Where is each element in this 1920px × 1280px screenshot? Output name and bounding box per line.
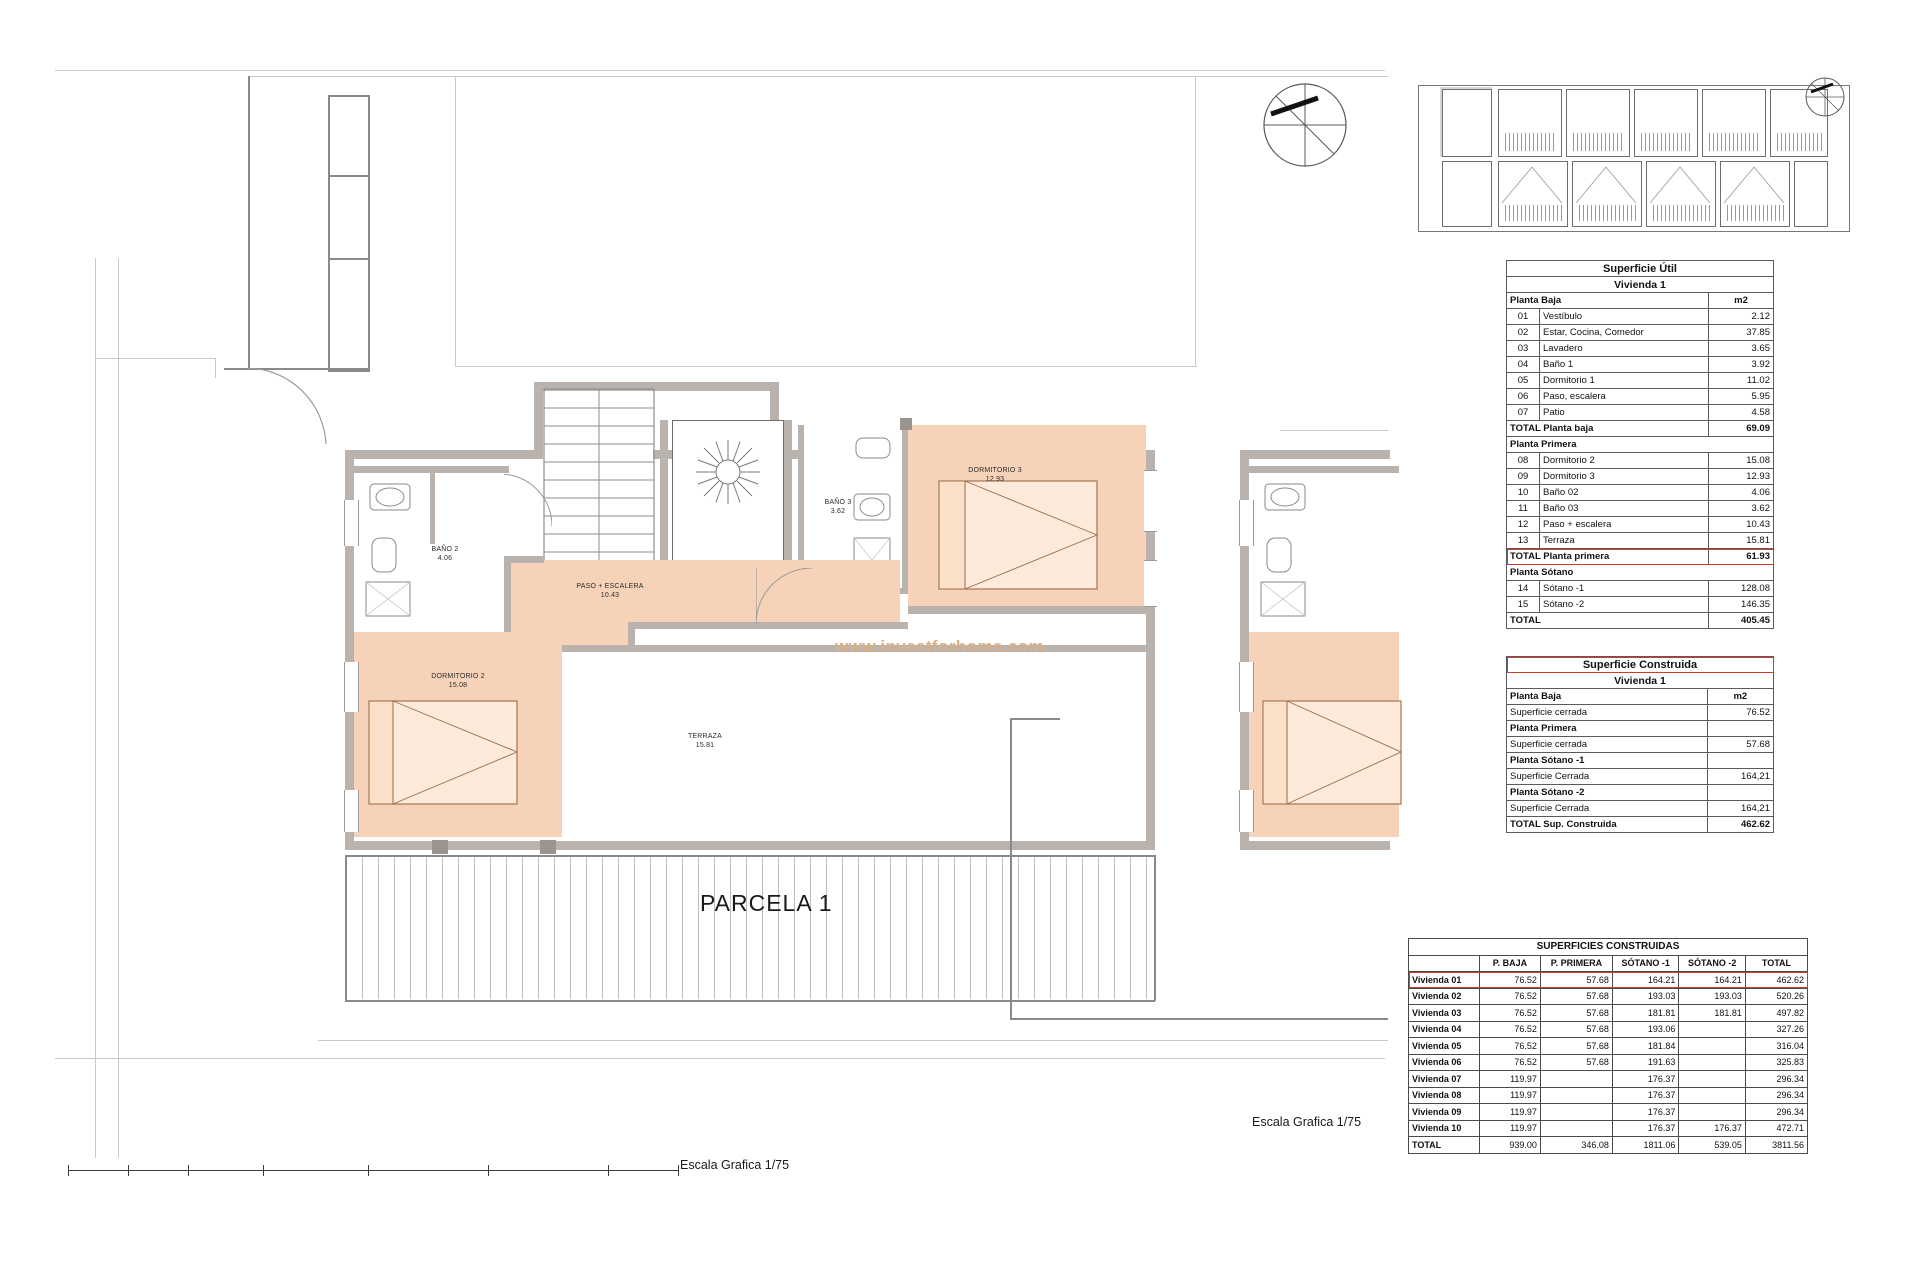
cell: 76.52: [1479, 972, 1540, 989]
surface-useful-table: [1506, 260, 1774, 629]
cell: 76.52: [1479, 1021, 1540, 1038]
cell: [1679, 1087, 1746, 1104]
table-row: [1409, 1054, 1808, 1071]
row-index: 01: [1507, 309, 1540, 325]
room-area: 3.62: [830, 508, 846, 515]
cell: 462.62: [1745, 972, 1807, 989]
neighbour-wall: [1249, 466, 1399, 473]
unit-label: Vivienda 07: [1409, 1071, 1480, 1088]
table-subtitle: Vivienda 1: [1507, 673, 1774, 689]
row-name: Terraza: [1540, 533, 1709, 549]
row-value: 2.12: [1709, 309, 1774, 325]
plot-line: [455, 76, 456, 366]
cell: 296.34: [1745, 1087, 1807, 1104]
cell: 193.06: [1612, 1021, 1679, 1038]
cell: 193.03: [1679, 988, 1746, 1005]
row-value: 3.92: [1709, 357, 1774, 373]
row-index: 04: [1507, 357, 1540, 373]
built-total-label: TOTAL Sup. Construida: [1507, 817, 1708, 833]
plot-line: [95, 358, 215, 359]
row-index: 10: [1507, 485, 1540, 501]
room-name: DORMITORIO 3: [968, 467, 1022, 474]
unit-hatch: [1502, 205, 1562, 221]
row-name: Estar, Cocina, Comedor: [1540, 325, 1709, 341]
plot-unit: [1442, 161, 1492, 227]
neighbour-outline: [1280, 430, 1388, 431]
cell: [1540, 1087, 1612, 1104]
scale-bar: [68, 1165, 678, 1175]
wall-segment: [430, 472, 435, 544]
cell: 181.81: [1612, 1005, 1679, 1022]
cell: 296.34: [1745, 1104, 1807, 1121]
surface-built-table: [1506, 656, 1774, 833]
row-index: 05: [1507, 373, 1540, 389]
plot-line: [55, 1058, 1385, 1059]
wall-nib: [432, 840, 448, 854]
row-index: 11: [1507, 501, 1540, 517]
wall-nib: [540, 840, 556, 854]
unit-label: Vivienda 03: [1409, 1005, 1480, 1022]
room-area: 15.81: [695, 742, 715, 749]
row-index: 09: [1507, 469, 1540, 485]
door-arc-icon: [756, 568, 812, 624]
row-index: 06: [1507, 389, 1540, 405]
row-name: Patio: [1540, 405, 1709, 421]
plant-icon: [688, 432, 768, 512]
table-row: [1409, 972, 1808, 989]
built-row-label: Superficie cerrada: [1507, 737, 1708, 753]
plot-line: [1195, 76, 1196, 366]
row-value: 4.58: [1709, 405, 1774, 421]
cell: [1679, 1104, 1746, 1121]
table-row: [1409, 1005, 1808, 1022]
neighbour-outline: [368, 95, 370, 370]
parcel-title: PARCELA 1: [700, 890, 833, 916]
row-value: 128.08: [1709, 581, 1774, 597]
total-label: TOTAL: [1507, 613, 1709, 629]
built-row-value: 164,21: [1707, 801, 1773, 817]
table-title: Superficie Útil: [1507, 261, 1774, 277]
built-row-value: [1707, 785, 1773, 801]
room-name: BAÑO 3: [824, 499, 852, 506]
wall-segment: [908, 606, 1146, 614]
bed-icon: [368, 700, 518, 805]
built-row-value: 76.52: [1707, 705, 1773, 721]
room-area: 4.06: [437, 555, 453, 562]
row-value: 37.85: [1709, 325, 1774, 341]
row-value: 15.08: [1709, 453, 1774, 469]
matrix-col-header: SÓTANO -2: [1679, 955, 1746, 972]
first-floor-header: Planta Primera: [1507, 437, 1774, 453]
cell: 181.81: [1679, 1005, 1746, 1022]
cell: 76.52: [1479, 1038, 1540, 1055]
scale-label-left: Escala Grafica 1/75: [680, 1158, 790, 1172]
lower-terrace-outline: [345, 1000, 1155, 1002]
row-index: 02: [1507, 325, 1540, 341]
built-row-value: m2: [1707, 689, 1773, 705]
cell: 176.37: [1612, 1104, 1679, 1121]
row-name: Baño 03: [1540, 501, 1709, 517]
cell: 346.08: [1540, 1137, 1612, 1154]
cell: [1679, 1038, 1746, 1055]
unit-hatch: [1638, 133, 1692, 151]
matrix-col-header: TOTAL: [1745, 955, 1807, 972]
decking-hatch: [347, 857, 1153, 999]
exterior-wall: [345, 841, 1155, 850]
unit-hatch: [1706, 133, 1760, 151]
room-label-dormitorio3: [930, 466, 1060, 484]
bed-icon: [1262, 700, 1402, 805]
window-opening: [344, 790, 359, 832]
bed-icon: [938, 480, 1098, 590]
cell: 164.21: [1679, 972, 1746, 989]
neighbour-outline: [328, 95, 330, 370]
cell: [1540, 1104, 1612, 1121]
cell: 327.26: [1745, 1021, 1807, 1038]
row-index: 15: [1507, 597, 1540, 613]
cell: 325.83: [1745, 1054, 1807, 1071]
cell: 57.68: [1540, 1054, 1612, 1071]
built-row-label: Superficie cerrada: [1507, 705, 1708, 721]
row-name: Dormitorio 3: [1540, 469, 1709, 485]
cell: 164.21: [1612, 972, 1679, 989]
neighbour-outline: [328, 258, 370, 260]
built-row-label: Superficie Cerrada: [1507, 801, 1708, 817]
cell: 520.26: [1745, 988, 1807, 1005]
unit-label: Vivienda 01: [1409, 972, 1480, 989]
cell: 497.82: [1745, 1005, 1807, 1022]
table-title: Superficie Construida: [1507, 657, 1774, 673]
plot-unit: [1442, 89, 1492, 157]
cell: 176.37: [1679, 1120, 1746, 1137]
unit-hatch: [1774, 133, 1822, 151]
window-opening: [344, 662, 359, 712]
window-opening: [1239, 500, 1254, 546]
basement-header: Planta Sótano: [1507, 565, 1774, 581]
row-name: Sótano -2: [1540, 597, 1709, 613]
wall-nib: [900, 418, 912, 430]
cell: 193.03: [1612, 988, 1679, 1005]
plot-line: [1010, 718, 1012, 1018]
plot-line: [118, 258, 119, 1158]
door-arc: [248, 368, 338, 458]
built-row-value: 164,21: [1707, 769, 1773, 785]
room-name: TERRAZA: [687, 733, 723, 740]
matrix-col-header: SÓTANO -1: [1612, 955, 1679, 972]
room-area: 15.08: [448, 682, 468, 689]
window-opening: [1144, 560, 1157, 607]
unit-hatch: [1502, 133, 1556, 151]
cell: 119.97: [1479, 1087, 1540, 1104]
row-name: Baño 02: [1540, 485, 1709, 501]
total-value: 405.45: [1709, 613, 1774, 629]
cell: 57.68: [1540, 1038, 1612, 1055]
row-name: Dormitorio 1: [1540, 373, 1709, 389]
room-label-bano2: [400, 545, 490, 563]
window-opening: [1239, 662, 1254, 712]
matrix-col-header: P. PRIMERA: [1540, 955, 1612, 972]
matrix-title: SUPERFICIES CONSTRUIDAS: [1409, 939, 1808, 956]
plot-line: [455, 366, 1197, 367]
built-row-label: Superficie Cerrada: [1507, 769, 1708, 785]
room-label-bano3: [798, 498, 878, 516]
cell: 57.68: [1540, 972, 1612, 989]
cell: [1540, 1071, 1612, 1088]
cell: [1679, 1071, 1746, 1088]
row-value: 146.35: [1709, 597, 1774, 613]
row-name: Lavadero: [1540, 341, 1709, 357]
cell: 57.68: [1540, 988, 1612, 1005]
cell: 181.84: [1612, 1038, 1679, 1055]
table-row: [1409, 1038, 1808, 1055]
cell: 176.37: [1612, 1120, 1679, 1137]
row-value: 11.02: [1709, 373, 1774, 389]
cell: 191.63: [1612, 1054, 1679, 1071]
cell: 57.68: [1540, 1021, 1612, 1038]
table-subtitle: Vivienda 1: [1507, 277, 1774, 293]
row-index: 13: [1507, 533, 1540, 549]
cell: 119.97: [1479, 1120, 1540, 1137]
table-row-total: [1409, 1137, 1808, 1154]
bathroom-fixtures-icon: [1255, 478, 1325, 623]
scale-label-right: Escala Grafica 1/75: [1252, 1115, 1362, 1129]
cell: 76.52: [1479, 1005, 1540, 1022]
row-name: Sótano -1: [1540, 581, 1709, 597]
lower-terrace-outline: [1154, 855, 1156, 1001]
cell: 472.71: [1745, 1120, 1807, 1137]
room-label-dormitorio2: [398, 672, 518, 690]
cell: [1679, 1054, 1746, 1071]
plot-line: [215, 358, 216, 378]
row-index: 12: [1507, 517, 1540, 533]
window-opening: [344, 500, 359, 546]
unit-label: Vivienda 08: [1409, 1087, 1480, 1104]
plot-line: [55, 70, 1385, 71]
col-unit-label: m2: [1709, 293, 1774, 309]
table-row: [1409, 1120, 1808, 1137]
built-total-value: 462.62: [1707, 817, 1773, 833]
table-row: [1409, 1021, 1808, 1038]
row-name: Dormitorio 2: [1540, 453, 1709, 469]
row-name: Vestíbulo: [1540, 309, 1709, 325]
unit-label: Vivienda 04: [1409, 1021, 1480, 1038]
unit-label: Vivienda 09: [1409, 1104, 1480, 1121]
row-value: 4.06: [1709, 485, 1774, 501]
thumbnail-detail: [1498, 161, 1828, 207]
room-name: DORMITORIO 2: [431, 673, 485, 680]
cell: 3811.56: [1745, 1137, 1807, 1154]
row-value: 3.62: [1709, 501, 1774, 517]
row-value: 15.81: [1709, 533, 1774, 549]
room-area: 12.93: [985, 476, 1005, 483]
built-row-value: [1707, 753, 1773, 769]
cell: 76.52: [1479, 1054, 1540, 1071]
plot-line: [1010, 1018, 1388, 1020]
built-row-value: 57.68: [1707, 737, 1773, 753]
unit-hatch: [1570, 133, 1624, 151]
row-value: 3.65: [1709, 341, 1774, 357]
plot-line: [318, 1040, 1388, 1041]
cell: 119.97: [1479, 1104, 1540, 1121]
cell: 539.05: [1679, 1137, 1746, 1154]
cell: [1679, 1021, 1746, 1038]
room-name: BAÑO 2: [431, 546, 459, 553]
plot-line: [248, 76, 1388, 77]
table-row: [1409, 1087, 1808, 1104]
total-label: TOTAL: [1409, 1137, 1480, 1154]
wall-segment: [534, 382, 543, 452]
unit-label: Vivienda 10: [1409, 1120, 1480, 1137]
row-index: 14: [1507, 581, 1540, 597]
matrix-col-header: [1409, 955, 1480, 972]
row-index: 07: [1507, 405, 1540, 421]
ground-total-value: 69.09: [1709, 421, 1774, 437]
unit-hatch: [1724, 205, 1784, 221]
row-index: 03: [1507, 341, 1540, 357]
window-opening: [1239, 790, 1254, 832]
ground-total-label: TOTAL Planta baja: [1507, 421, 1709, 437]
cell: 316.04: [1745, 1038, 1807, 1055]
built-row-value: [1707, 721, 1773, 737]
plot-line: [1010, 718, 1060, 720]
cell: [1540, 1120, 1612, 1137]
neighbour-outline: [328, 95, 370, 97]
plot-line: [95, 258, 96, 1158]
row-name: Baño 1: [1540, 357, 1709, 373]
cell: 1811.06: [1612, 1137, 1679, 1154]
neighbour-wall: [1240, 450, 1390, 459]
built-row-label: Planta Sótano -2: [1507, 785, 1708, 801]
first-total-label: TOTAL Planta primera: [1507, 549, 1709, 565]
built-row-label: Planta Sótano -1: [1507, 753, 1708, 769]
north-arrow-icon: [1262, 82, 1348, 168]
window-opening: [1144, 470, 1157, 532]
neighbour-wall: [1240, 841, 1390, 850]
cell: 296.34: [1745, 1071, 1807, 1088]
door-arc-icon: [500, 474, 552, 526]
room-name: PASO + ESCALERA: [576, 583, 644, 590]
unit-hatch: [1650, 205, 1710, 221]
matrix-col-header: P. BAJA: [1479, 955, 1540, 972]
first-total-value: 61.93: [1709, 549, 1774, 565]
row-value: 12.93: [1709, 469, 1774, 485]
room-area: 10.43: [600, 592, 620, 599]
row-value: 5.95: [1709, 389, 1774, 405]
neighbour-outline: [328, 175, 370, 177]
unit-label: Vivienda 06: [1409, 1054, 1480, 1071]
cell: 939.00: [1479, 1137, 1540, 1154]
cell: 176.37: [1612, 1087, 1679, 1104]
cell: 76.52: [1479, 988, 1540, 1005]
row-name: Paso + escalera: [1540, 517, 1709, 533]
unit-label: Vivienda 02: [1409, 988, 1480, 1005]
room-label-paso: [540, 582, 680, 600]
table-row: [1409, 1071, 1808, 1088]
built-surfaces-matrix: [1408, 938, 1808, 1154]
site-plan-thumbnail: [1418, 75, 1848, 240]
room-label-terraza: [640, 732, 770, 750]
row-name: Paso, escalera: [1540, 389, 1709, 405]
cell: 119.97: [1479, 1071, 1540, 1088]
col-floor-label: Planta Baja: [1507, 293, 1709, 309]
unit-hatch: [1576, 205, 1636, 221]
watermark: www.investforhome.com: [835, 637, 1044, 656]
unit-label: Vivienda 05: [1409, 1038, 1480, 1055]
north-arrow-icon: [1803, 75, 1847, 119]
wall-segment: [504, 556, 544, 563]
row-index: 08: [1507, 453, 1540, 469]
neighbour-outline: [248, 76, 250, 368]
built-row-label: Planta Baja: [1507, 689, 1708, 705]
table-row: [1409, 988, 1808, 1005]
cell: 57.68: [1540, 1005, 1612, 1022]
cell: 176.37: [1612, 1071, 1679, 1088]
table-row: [1409, 1104, 1808, 1121]
row-value: 10.43: [1709, 517, 1774, 533]
built-row-label: Planta Primera: [1507, 721, 1708, 737]
